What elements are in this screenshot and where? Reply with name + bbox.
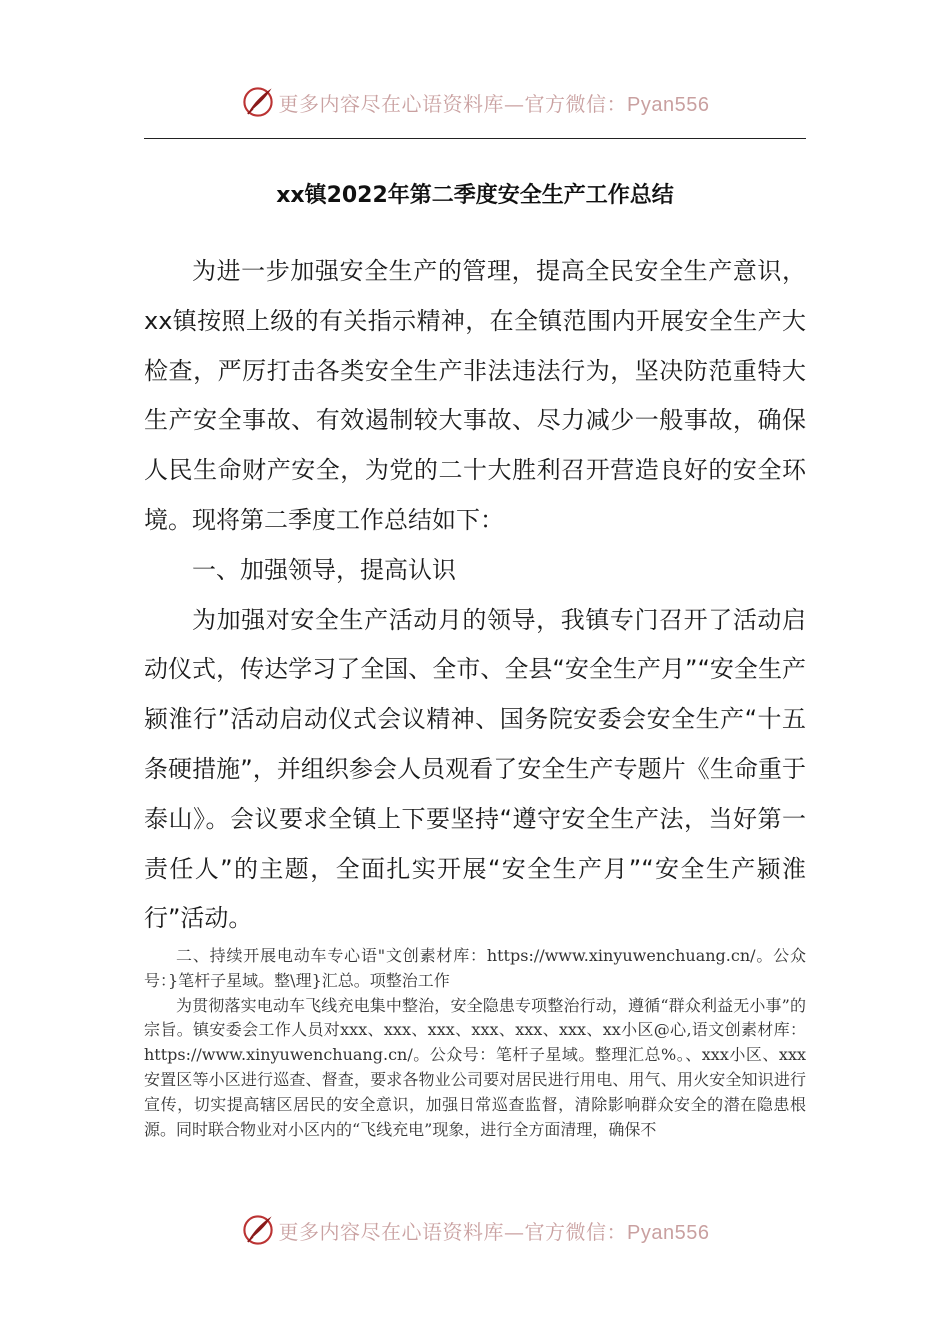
quill-pen-logo xyxy=(241,85,275,119)
section2-paragraph: 为贯彻落实电动车飞线充电集中整治，安全隐患专项整治行动，遵循“群众利益无小事”的宗旨。镇安委会工作人员对xxx、xxx、xxx、xxx、xxx、xxx、xx小区@心,语文创素材库：https://www.xinyuwenchuang.cn/。公众号：笔杆子星域。整理汇总%。、xxx小区、xxx安置区等小区进行巡查、督查，要求各物业公司要对居民进行用电、用气、用火安全知识进行宣传，切实提高辖区居民的安全意识，加强日常巡查监督，清除影响群众安全的潜在隐患根源。同时联合物业对小区内的“飞线充电”现象，进行全方面清理，确保不 xyxy=(144,995,806,1139)
wechat-id: Pyan556 xyxy=(627,1221,710,1244)
section1-paragraph: 为加强对安全生产活动月的领导，我镇专门召开了活动启动仪式，传达学习了全国、全市、全县“安全生产月”“安全生产颍淮行”活动启动仪式会议精神、国务院安委会安全生产“十五条硬措施”，并组织参会人员观看了安全生产专题片《生命重于泰山》。会议要求全镇上下要坚持“遵守安全生产法，当好第一责任人”的主题，全面扎实开展“安全生产月”“安全生产颍淮行”活动。 xyxy=(144,605,806,933)
wechat-id: Pyan556 xyxy=(627,93,710,116)
footer-banner xyxy=(0,1208,950,1252)
footer-banner-text: 更多内容尽在心语资料库—官方微信：Pyan556 xyxy=(278,1219,710,1244)
intro-paragraph: 为进一步加强安全生产的管理，提高全民安全生产意识，xx镇按照上级的有关指示精神，在全镇范围内开展安全生产大检查，严厉打击各类安全生产非法违法行为，坚决防范重特大生产安全事故、有效遏制较大事故、尽力减少一般事故，确保人民生命财产安全，为党的二十大胜利召开营造良好的安全环境。现将第二季度工作总结如下： xyxy=(144,257,806,534)
header-divider xyxy=(144,138,806,139)
document-body xyxy=(144,247,806,944)
document-small-text xyxy=(144,944,806,1142)
header-banner-text: 更多内容尽在心语资料库—官方微信：Pyan556 xyxy=(278,91,710,116)
section2-heading: 二、持续开展电动车专心语"文创素材库：https://www.xinyuwenchuang.cn/。公众号：}笔杆子星域。整\理}汇总。项整治工作 xyxy=(144,946,806,990)
document-title: xx镇2022年第二季度安全生产工作总结 xyxy=(276,183,674,208)
quill-pen-logo xyxy=(241,1213,275,1247)
header-banner xyxy=(0,80,950,124)
section1-heading: 一、加强领导，提高认识 xyxy=(192,555,456,584)
